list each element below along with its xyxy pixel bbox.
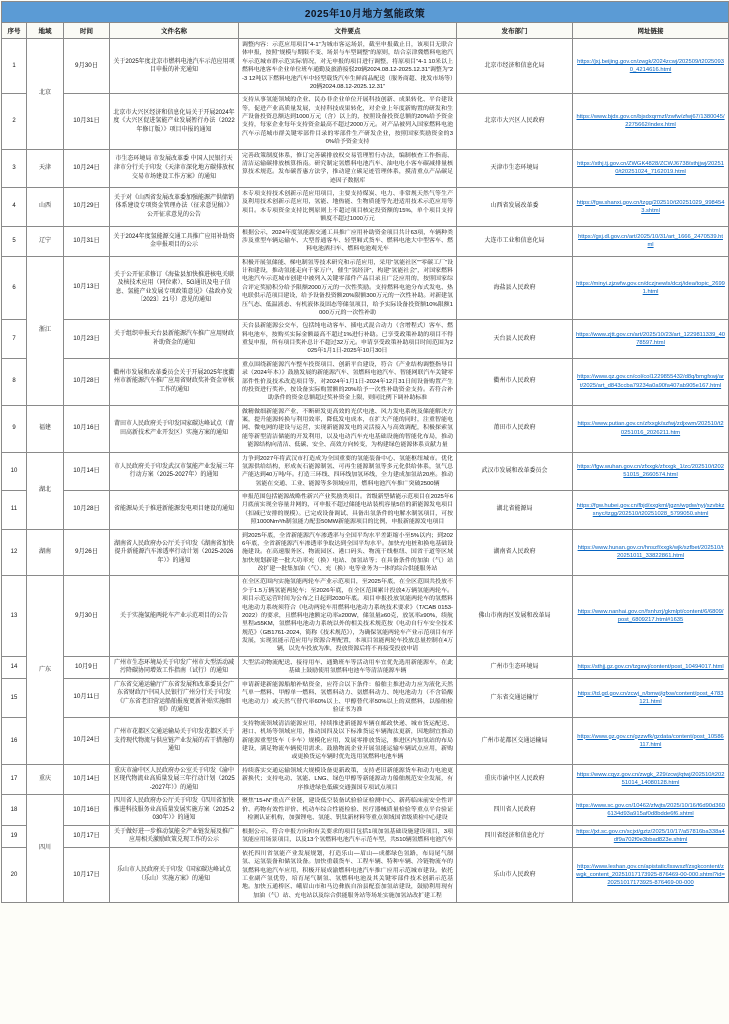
doc-name-cell: 市人民政府关于印发武汉市氢能产业发展三年行动方案（2025-2027年）的通知 bbox=[110, 452, 239, 491]
region-cell: 天津 bbox=[27, 149, 64, 188]
doc-name-cell: 关于公开征求修订《海盐县加快推进核电关联及核技术应用（同位素）、5G通讯及电子信息、氢能产业发展专项政策意见》（盐政办发〔2023〕21号）意见的通知 bbox=[110, 256, 239, 320]
doc-link[interactable]: https://www.sc.gov.cn/10462/zfwjts/2025/10/16/f6d90d3606134d93a915af0d8bdde6f6.shtml bbox=[576, 802, 725, 818]
region-cell: 四川 bbox=[27, 795, 64, 903]
row-number: 11 bbox=[2, 491, 27, 530]
url-cell bbox=[573, 149, 729, 188]
table-row bbox=[2, 678, 729, 717]
table-row bbox=[2, 149, 729, 188]
dept-cell: 大连市工业和信息化局 bbox=[457, 226, 573, 256]
row-number: 17 bbox=[2, 764, 27, 795]
date-cell: 9月30日 bbox=[64, 39, 110, 94]
row-number: 19 bbox=[2, 825, 27, 847]
date-cell: 10月24日 bbox=[64, 717, 110, 764]
doc-link[interactable]: https://www.cqyz.gov.cn/zwgk_229/zcwj/qtwj/202510/t20251014_14080128.html bbox=[576, 772, 725, 787]
doc-points-cell: 天台县新能源公交车，包括纯电动客车、插电式混合动力（含增程式）客车、燃料电池车，按购买实际金额最高不超过1%进行补助。已享受政策补助的项目不得重复申报，所有项目奖补总计不超过32万元。申请享受政策补助项目时间范围为2025年1月1日-2025年10月30日 bbox=[239, 320, 457, 359]
doc-link[interactable]: https://www.zjtt.gov.cn/art/2025/10/23/art_1229811339_4078597.html bbox=[576, 331, 726, 346]
table-row bbox=[2, 576, 729, 656]
url-cell bbox=[573, 825, 729, 847]
date-cell: 10月14日 bbox=[64, 764, 110, 795]
date-cell: 9月26日 bbox=[64, 529, 110, 576]
url-cell bbox=[573, 39, 729, 94]
doc-points-cell: 调整内容：示范应用项目“4-1”为城市客运场景，截至申报截止日，该项目无联合体申报，按照“规模与期限不变、场景与车型调整”的原则，结合京津冀燃料电池汽车示范城市群示范实际情况，对无申报的项目进行调整，将原项目“4-1 10米以上燃料电池客车企业单位班车通勤及旅游接驳20辆2024.08.12-2025.12.31”调整为“2-3 12吨以下燃料电池汽车中轻型载货汽车生鲜商品配送（服务商超、批发市场等）20辆2024.08.12-2025.12.31” bbox=[239, 39, 457, 94]
col-header-1: 地域 bbox=[27, 23, 64, 39]
row-number: 13 bbox=[2, 576, 27, 656]
doc-name-cell: 湖南省人民政府办公厅关于印发《湖南省加快提升新能源汽车渗透率行动计划（2025-2026年）》的通知 bbox=[110, 529, 239, 576]
dept-cell: 广州市生态环境局 bbox=[457, 656, 573, 678]
url-cell bbox=[573, 764, 729, 795]
doc-name-cell: 乐山市人民政府关于印发《国家碳达峰试点（乐山）实施方案》的通知 bbox=[110, 847, 239, 902]
url-cell bbox=[573, 94, 729, 149]
row-number: 20 bbox=[2, 847, 27, 902]
dept-cell: 广州市花都区交通运输局 bbox=[457, 717, 573, 764]
row-number: 7 bbox=[2, 320, 27, 359]
col-header-0: 序号 bbox=[2, 23, 27, 39]
doc-name-cell: 北京市大兴区经济和信息化局关于开展2024年度《大兴区促进氢能产业发展暂行办法（2022年修订版）》项目申报的通知 bbox=[110, 94, 239, 149]
region-cell: 广东 bbox=[27, 576, 64, 764]
doc-name-cell: 重庆市渝中区人民政府办公室关于印发《渝中区现代物流业高质量发展三年行动计划（2025-2027年）》的通知 bbox=[110, 764, 239, 795]
row-number: 16 bbox=[2, 717, 27, 764]
doc-name-cell: 关于2025年度北京市燃料电池汽车示范应用项目申报的补充通知 bbox=[110, 39, 239, 94]
url-cell bbox=[573, 576, 729, 656]
url-cell bbox=[573, 256, 729, 320]
doc-name-cell: 广州市生态环境局关于印发广州市大型活动减污降碳协同增效工作指南（试行）的通知 bbox=[110, 656, 239, 678]
doc-points-cell: 到2025年底，全省新能源汽车渗透率与全国平均水平差距缩小至5%以内；到2026年底，全省新能源汽车渗透率争取达到全国平均水平。加快充电桩和换电基础设施建设。在高速服务区、物流园区、港口码头、物流干线枢纽、国省干道等区域加快规划新建一批大功率充（换）电站、加氢站等；在具备条件的加油（气）站改扩建一批集加油（气）、充（换）电等业务为一体的综合供能服务站 bbox=[239, 529, 457, 576]
table-row bbox=[2, 94, 729, 149]
table-row bbox=[2, 226, 729, 256]
url-cell bbox=[573, 847, 729, 902]
doc-name-cell: 关于做好进一步推动氢能全产业链发展及推广应用相关激励政策兑现工作的公示 bbox=[110, 825, 239, 847]
col-header-5: 发布部门 bbox=[457, 23, 573, 39]
doc-link[interactable]: https://fgw.hubei.gov.cn/fbjd/xxgkml/jgzn/wgdw/nyj/szvbkzsnyc/tzgg/202510/t20251028_5799050.shtml bbox=[576, 502, 725, 517]
date-cell: 10月17日 bbox=[64, 825, 110, 847]
doc-link[interactable]: https://fgw.wuhan.gov.cn/zfxxgk/zfxxgk_1/zc/202510/t20251015_2660574.html bbox=[577, 464, 724, 479]
doc-points-cell: 本专项支持技术创新示范应用项目，主要支持煤炭、电力、非常规天然气等生产及利用技术创新示范应用，氢能、地热能、生物质能等先进适用技术示范应用等项目。本专项资金支持比例原则上不超过项目核定投资额的15%，单个项目支持额度不超过1000万元 bbox=[239, 188, 457, 227]
dept-cell: 四川省人民政府 bbox=[457, 795, 573, 826]
policy-table bbox=[1, 1, 729, 903]
row-number: 18 bbox=[2, 795, 27, 826]
doc-points-cell: 积极开展氢储能、梯电制氢等技术研究和示范应用，采用“氢能社区”“零碳工厂”设计和建设，推动氢能走向千家万户，催生“氢经济”，构建“氢能社会”，对国家燃料电池汽车示范城市创建中被列入关键零部件产品目录且广泛应用的，按照国家综合评定奖励积分给予限额2000万元的一次性奖励。支持燃料电池分布式发电、热电联供示范项目建设，给予设备投资额20%限额300万元的一次性补助。对新建氢压气态、低温液态、有机液体及固态等储氢项目，给予实际设备投资额10%限额1000万元的一次性补助 bbox=[239, 256, 457, 320]
doc-name-cell: 关于对《山西省发展改革委加强能源产供储销体系建设专项资金管理办法（征求意见稿）》公开征求意见的公告 bbox=[110, 188, 239, 227]
table-row bbox=[2, 717, 729, 764]
doc-link[interactable]: https://www.hunan.gov.cn/hnszf/xxgk/wjk/szfbet/202510/t20251011_33822861.html bbox=[577, 545, 724, 560]
dept-cell: 重庆市渝中区人民政府 bbox=[457, 764, 573, 795]
date-cell: 10月28日 bbox=[64, 358, 110, 405]
date-cell: 10月14日 bbox=[64, 452, 110, 491]
date-cell: 10月13日 bbox=[64, 256, 110, 320]
doc-name-cell: 莆田市人民政府关于印发国家碳达峰试点（莆田高新技术产业开发区）实施方案的通知 bbox=[110, 405, 239, 452]
table-row bbox=[2, 847, 729, 902]
dept-cell: 湖南省人民政府 bbox=[457, 529, 573, 576]
doc-name-cell: 关于组织申报天台县新能源汽车推广应用财政补助资金的通知 bbox=[110, 320, 239, 359]
date-cell: 10月23日 bbox=[64, 320, 110, 359]
region-cell: 福建 bbox=[27, 405, 64, 452]
dept-cell: 湖北省能源局 bbox=[457, 491, 573, 530]
column-header-row bbox=[2, 23, 729, 39]
doc-link[interactable]: https://sthj.tj.gov.cn/ZWGK4828/ZCWJ6738/sthjjwj/202510/t20251024_7162019.html bbox=[577, 161, 724, 176]
doc-link[interactable]: https://www.putian.gov.cn/zfxxgk/szfwj/zdjxwm/202510/t20251016_2026211.htm bbox=[577, 421, 724, 436]
table-row bbox=[2, 656, 729, 678]
url-cell bbox=[573, 188, 729, 227]
row-number: 1 bbox=[2, 39, 27, 94]
table-row bbox=[2, 795, 729, 826]
url-cell bbox=[573, 717, 729, 764]
doc-link[interactable]: https://jxt.sc.gov.cn/scjxt/gztz/2025/10/17/a57816ba338a4df9a702f0e3bbad823e.shtml bbox=[576, 829, 725, 844]
doc-points-cell: 申报范围包括能源战略性新兴产业奖励类项目。省级新型储能示范项目在2025年6月底前实现全容量并网的，可申报不超过储能电站装机容量5倍的新能源发电项目（扣减已安排的规模）。已完成设备调试、具备出氢条件的电解水制氢项目，可按照1000Nm³/h制氢能力配套50MW新能源项目的比例，申报新能源发电项目 bbox=[239, 491, 457, 530]
date-cell: 10月9日 bbox=[64, 656, 110, 678]
row-number: 3 bbox=[2, 149, 27, 188]
doc-link[interactable]: https://fgw.shanxi.gov.cn/tzgg/202510/t20251029_9984543.shtml bbox=[576, 199, 725, 214]
doc-points-cell: 申请新建新能源船舶补贴资金，应符合以下条件：船舶主推进动力应为液化天然气单一燃料、甲醇单一燃料、氢燃料动力、氨燃料动力、纯电池动力（不含铅酸电池动力）或天然气替代率60%以上、甲醇替代率50%以上的双燃料，以船舶检验证书为准 bbox=[239, 678, 457, 717]
region-cell: 辽宁 bbox=[27, 226, 64, 256]
date-cell: 9月30日 bbox=[64, 576, 110, 656]
dept-cell: 天台县人民政府 bbox=[457, 320, 573, 359]
row-number: 14 bbox=[2, 656, 27, 678]
row-number: 5 bbox=[2, 226, 27, 256]
table-row bbox=[2, 39, 729, 94]
doc-link[interactable]: https://jxj.beijing.gov.cn/zwgk/2024zcwj/202509/t20250930_4214616.html bbox=[577, 58, 724, 74]
dept-cell: 广东省交通运输厅 bbox=[457, 678, 573, 717]
row-number: 12 bbox=[2, 529, 27, 576]
url-cell bbox=[573, 529, 729, 576]
doc-link[interactable]: https://minyi.zjzwfw.gov.cn/dczjnewls/dczj/idea/topic_26991.html bbox=[576, 280, 725, 295]
table-row bbox=[2, 405, 729, 452]
doc-link[interactable]: https://www.qz.gov.cn/col/col1229855432/d8q/bmgfxwj/art/2025/art_d843ccba79234a0a90fa407ab905e167.html bbox=[577, 374, 724, 389]
doc-points-cell: 根据公示，符合申报方向和有关要求的项目包括1项加氢基础设施建设项目，3项氢能应用场景项目，以及13个氢燃料电池汽车示范车型，共510辆氢燃料电池汽车 bbox=[239, 825, 457, 847]
doc-link[interactable]: https://www.gz.gov.cn/gzzwfk/gzdata/content/post_10586117.html bbox=[577, 733, 724, 748]
doc-points-cell: 在全区范围内实施氢能两轮车产业示范项目，至2025年底，在全区范围共投放不少于1.5万辆氢能两轮车；至2026年底，在全区范围累计投放4万辆氢能两轮车。项目示范运营时间为公布之日起到2030年底。项目申报投放氢能两轮车的氢燃料电池动力系统须符合《电动两轮车用燃料电池动力系统技术要求》（T/CAB 0153-2022）的要求，且燃料电池额定功率≥200W，储氢量≥60克，放氢率≥90%，续航里程≥55KM，氢燃料电池动力系统以外的相关技术规范按《电动自行车安全技术规范》（GB1761-2024，简称《技术规范》），为确保氢能两轮车产业示范项目有序发展，实现氢能示范应用与资源合理配置，本项目氢能两轮车投放总量控制在4万辆，以先车投放为准，投放资源后将不再接受投放申请 bbox=[239, 576, 457, 656]
dept-cell: 北京市大兴区人民政府 bbox=[457, 94, 573, 149]
doc-link[interactable]: https://www.bjdx.gov.cn/bjsdxqrmzf/zwfw/zfwj67/1380045/2275662/index.html bbox=[576, 114, 725, 129]
doc-name-cell: 衢州市发展和改革委员会关于开展2025年度衢州市新能源汽车推广应用省财政奖补资金审核工作的通知 bbox=[110, 358, 239, 405]
doc-points-cell: 做精做细新能源产业，不断研发更高效的光伏电池、风力发电系统及储能解决方案，提升能源转换与利用效率，降低发电成本，在扩大产能的同时，注重智能电网、微电网的建设与运营，实现新能源发电的灵活接入与高效调配，积极探索氢能等新型清洁储能的开发利用，以及电动汽车充电基础设施的智能化布局，推动能源结构向清洁、低碳、安全、高效方向转变，为构建绿色能源体系贡献力量 bbox=[239, 405, 457, 452]
doc-link[interactable]: https://td.gd.gov.cn/zcwj_n/bmwj/gfxw/content/post_4783121.html bbox=[577, 690, 724, 705]
table-row bbox=[2, 188, 729, 227]
region-cell: 湖南 bbox=[27, 529, 64, 576]
url-cell bbox=[573, 320, 729, 359]
date-cell: 10月31日 bbox=[64, 94, 110, 149]
dept-cell: 乐山市人民政府 bbox=[457, 847, 573, 902]
region-cell: 山西 bbox=[27, 188, 64, 227]
row-number: 2 bbox=[2, 94, 27, 149]
region-cell: 浙江 bbox=[27, 256, 64, 405]
dept-cell: 海盐县人民政府 bbox=[457, 256, 573, 320]
doc-name-cell: 四川省人民政府办公厅关于印发《四川省加快推进科技服务业高质量发展实施方案（2025-2030年）》的通知 bbox=[110, 795, 239, 826]
doc-points-cell: 重点围绕新能源汽车整车投资项目、创新平台建设，符合《产业结构调整指导目录（2024年本）》鼓励发展的新能源汽车、氢燃料电池汽车、智能网联汽车关键零部件性价及技术改造项目等，对2024年1月1日-2024年12月31日间设备购置产生的投资进行奖补，按设备实际购置额的20%给予一次性补助资金支持。若符合补助条件的资金总额超过奖补资金上限，则同比例下调补助标准 bbox=[239, 358, 457, 405]
row-number: 15 bbox=[2, 678, 27, 717]
url-cell bbox=[573, 656, 729, 678]
doc-points-cell: 支持从事氢能领域的企业、民办非企业单位开展科技创新、成果转化、平台建设等，促进产业高质量发展，支持科技成果转化，对企业上年度新购置的研发和生产设备投资总额达到1000万元（含）以上的，按照设备投资总额的20%给予资金支持，每家企业每年支持资金最高不超过2000万元。对产品被列入国家燃料电池汽车示范城市群关键零部件目录的零部件生产研发企业，按照国家奖励资金的30%给予资金支持 bbox=[239, 94, 457, 149]
doc-points-cell: 力争到2027年将武汉市打造成为全国重要的氢能装备中心、氢能枢纽城市。优化氢源供给结构，形成灰石能源制氢、可再生能源制氢等多元化供给体系，氢气总产能达到40万吨/年。打造三环线、四环线加氢环线，全力建成加氢站20座。推动氢能在交通、工业、能源等多领域应用，燃料电池汽车推广突破2500辆 bbox=[239, 452, 457, 491]
date-cell: 10月11日 bbox=[64, 678, 110, 717]
col-header-4: 文件要点 bbox=[239, 23, 457, 39]
dept-cell: 武汉市发展和改革委员会 bbox=[457, 452, 573, 491]
row-number: 4 bbox=[2, 188, 27, 227]
date-cell: 10月16日 bbox=[64, 405, 110, 452]
dept-cell: 山西省发展改革委 bbox=[457, 188, 573, 227]
url-cell bbox=[573, 678, 729, 717]
dept-cell: 莆田市人民政府 bbox=[457, 405, 573, 452]
col-header-2: 时间 bbox=[64, 23, 110, 39]
doc-name-cell: 广州市花都区交通运输局关于印发花都区关于支持现代物流与供应链产业发展的若干措施的通知 bbox=[110, 717, 239, 764]
dept-cell: 衢州市人民政府 bbox=[457, 358, 573, 405]
date-cell: 10月24日 bbox=[64, 149, 110, 188]
doc-name-cell: 市生态环境局 市发展改革委 中国人民银行天津市分行关于印发《天津市深化地方碳排放权交易市场建设工作方案》的通知 bbox=[110, 149, 239, 188]
date-cell: 10月17日 bbox=[64, 847, 110, 902]
doc-points-cell: 支持物流领域清洁能源应用，持续推进新能源车辆在邮政快递、城市货运配送、港口、机场等领域应用，推动国四及以下标准货运车辆淘汰更新，因地制宜推动新能源重型货车（卡车）规模化应用，发展零排放货运，推进区内加氢站的布局建设，满足物流车辆使用需求。鼓励物流企业开展氢能运输车辆试点应用，新购或更换货运车辆时优先选用氢燃料电池车辆 bbox=[239, 717, 457, 764]
doc-name-cell: 关于2024年度氢能源交通工具推广应用补助资金申报项目的公示 bbox=[110, 226, 239, 256]
url-cell bbox=[573, 405, 729, 452]
dept-cell: 佛山市南海区发展和改革局 bbox=[457, 576, 573, 656]
row-number: 6 bbox=[2, 256, 27, 320]
table-row bbox=[2, 452, 729, 491]
col-header-3: 文件名称 bbox=[110, 23, 239, 39]
dept-cell: 四川省经济和信息化厅 bbox=[457, 825, 573, 847]
doc-points-cell: 持续落实交通运输领域大规模设备更新政策，支持老旧新能源货车和动力电池更新换代；支持电动、氢能、LNG、绿色甲醇等新能源动力船舶规范安全发展，有序推进绿色低碳交通强国专项试点项目 bbox=[239, 764, 457, 795]
doc-points-cell: 大型活动物流配送、接待用车、通勤班车等活动用车宜优先选用新能源车，在此基础上鼓励使用氢燃料电池车等清洁能源车辆 bbox=[239, 656, 457, 678]
date-cell: 10月29日 bbox=[64, 188, 110, 227]
doc-link[interactable]: https://www.leshan.gov.cn/apistatic/lsswszf/zsgkcontent/zwgk_content_20251017173925-876469-00-000.shtml?id=20251017173925-876469-00-000 bbox=[576, 863, 725, 887]
doc-points-cell: 依托四川省氢能产业发展规划，打造乐山—眉山—成都绿色氢路，布局尾气制氢、运氢装备和储氢设备。加快重载货车、工程车辆、特种车辆、冷链物流车的氢燃料电池汽车应用，积极开展成渝燃料电池汽车推广应用示范城市建设。依托工业副产氢优势，培育尾气制氢、氢燃料电池及其关键零部件技术创新示范基地。加快五通桥区、峨眉山市和马边彝族自治县配套加氢站建设，鼓励利用现有加油（气）站、充电站以及综合供能服务站等场址实施加氢站改扩建工程 bbox=[239, 847, 457, 902]
dept-cell: 北京市经济和信息化局 bbox=[457, 39, 573, 94]
doc-points-cell: 聚焦“15+N”重点产业链，建设低空装备试验验证检测中心、新药临床前安全性评价、药物有效性评价、机动车综合性能检验、医疗器械质量检验等重点平台验证检测认证机构，加强锂电、氢能、钒钛新材料等重点领域国省级质检中心建设 bbox=[239, 795, 457, 826]
doc-name-cell: 省能源局关于推进新能源发电项目建设的通知 bbox=[110, 491, 239, 530]
region-cell: 湖北 bbox=[27, 452, 64, 529]
doc-name-cell: 关于实施氢能两轮车产业示范项目的公告 bbox=[110, 576, 239, 656]
doc-points-cell: 根据公示，2024年度氢能源交通工具推广应用补助资金项目共计63项，车辆种类涉及重型车辆运输车、大型普通客车、轻型厢式货车、燃料电池大中型客车、燃料电池洒扫车、燃料电池观光车 bbox=[239, 226, 457, 256]
table-row bbox=[2, 491, 729, 530]
date-cell: 10月16日 bbox=[64, 795, 110, 826]
url-cell bbox=[573, 452, 729, 491]
title-row bbox=[2, 2, 729, 23]
table-row bbox=[2, 764, 729, 795]
col-header-6: 网址链接 bbox=[573, 23, 729, 39]
region-cell: 重庆 bbox=[27, 764, 64, 795]
table-row bbox=[2, 825, 729, 847]
row-number: 9 bbox=[2, 405, 27, 452]
url-cell bbox=[573, 226, 729, 256]
doc-link[interactable]: https://www.nanhai.gov.cn/fsnhzrj/gkmlpt/content/6/6809/post_6809217.html#1635 bbox=[577, 608, 724, 624]
date-cell: 10月31日 bbox=[64, 226, 110, 256]
doc-points-cell: 完善政策制度体系，修订完善碳排放权交易管理暂行办法，编制核查工作指南、清洁运输碳排放核算指南。研究制定氢燃料电池汽车、油电电小客车碳减排量核算技术规范。发布碳普惠方法学，推动建立碳足迹管理体系，摸清重点产品碳足迹因子数据库 bbox=[239, 149, 457, 188]
doc-name-cell: 广东省交通运输厅广东省发展和改革委员会广东省财政厅中国人民银行广州分行关于印发《广东省老旧营运船舶报废更新补贴实施细则》的通知 bbox=[110, 678, 239, 717]
table-row bbox=[2, 256, 729, 320]
doc-link[interactable]: https://sthjj.gz.gov.cn/tzgxwj/content/post_10494017.html bbox=[577, 664, 724, 671]
date-cell: 10月28日 bbox=[64, 491, 110, 530]
doc-link[interactable]: https://gxj.dl.gov.cn/art/2025/10/31/art_1666_2470539.html bbox=[578, 233, 723, 249]
table-row bbox=[2, 529, 729, 576]
table-row bbox=[2, 320, 729, 359]
page-title: 2025年10月地方氢能政策 bbox=[2, 2, 729, 23]
region-cell: 北京 bbox=[27, 39, 64, 150]
table-row bbox=[2, 358, 729, 405]
row-number: 8 bbox=[2, 358, 27, 405]
url-cell bbox=[573, 491, 729, 530]
url-cell bbox=[573, 358, 729, 405]
row-number: 10 bbox=[2, 452, 27, 491]
dept-cell: 天津市生态环境局 bbox=[457, 149, 573, 188]
url-cell bbox=[573, 795, 729, 826]
